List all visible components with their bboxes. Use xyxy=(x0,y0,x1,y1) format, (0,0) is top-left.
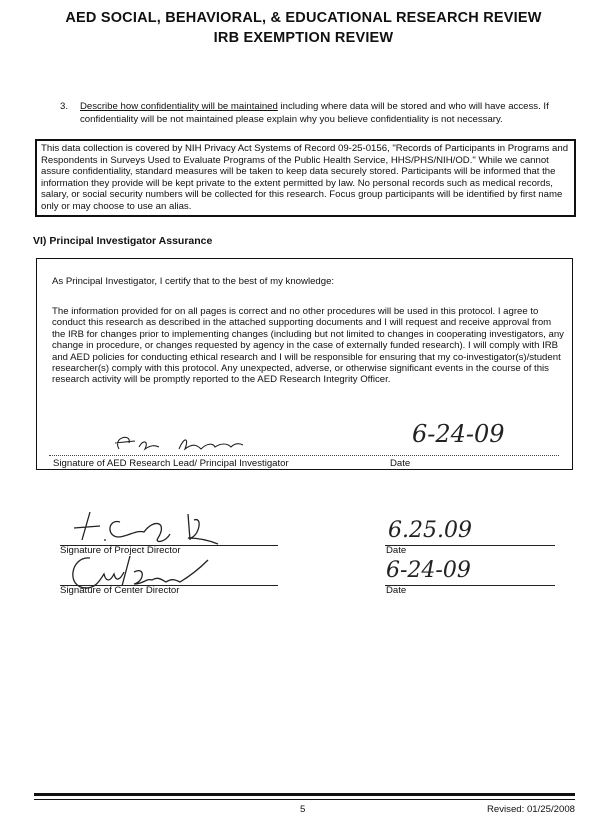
assurance-intro: As Principal Investigator, I certify that to the best of my knowledge: xyxy=(52,276,335,287)
project-director-signature xyxy=(60,500,280,548)
answer-box: This data collection is covered by NIH Privacy Act Systems of Record 09-25-0156, "Records of Participants in Programs and Respondents in Surveys Used to Evaluate Programs of the Public Health Service, HHS/PHS/NIH/OD." While we cannot assure confidentiality, standard measures will be taken to keep data securely stored. Participants will be informed that the information they provide will be kept private to the extent permitted by law. No personal records such as medical records, salary, or social security numbers will be collected for this research. Focus group participants will be identified by first name only or may choose to use an alias. xyxy=(35,139,576,217)
header-title: AED SOCIAL, BEHAVIORAL, & EDUCATIONAL RESEARCH REVIEW xyxy=(65,10,542,26)
pi-date-label: Date xyxy=(390,458,411,469)
page-number: 5 xyxy=(300,804,306,815)
pi-signature xyxy=(107,429,277,455)
assurance-body: The information provided for on all pages is correct and no other procedures will be used in this protocol. I agree to conduct this research as described in the attached supporting documents and I will request and receive approval from the IRB for changes prior to implementing changes (including but not limited to changes in cooperating investigators, any change in procedure, or changes requested by agency in the case of externally funded research). I will comply with IRB and AED policies for conducting ethical research and I will be responsible for ensuring that my co-investigator(s)/student researcher(s) comply with this protocol. Any unexpected, adverse, or otherwise significant events in the course of this research activity will be promptly reported to the AED Research Integrity Officer. xyxy=(52,306,564,386)
question-3 xyxy=(60,100,580,126)
project-director-label: Signature of Project Director xyxy=(60,545,181,556)
section-heading: VI) Principal Investigator Assurance xyxy=(33,235,213,247)
pi-date-handwritten: 6-24-09 xyxy=(412,420,505,448)
center-director-date-handwritten: 6-24-09 xyxy=(386,558,471,583)
header-subtitle: IRB EXEMPTION REVIEW xyxy=(213,30,394,46)
center-director-label: Signature of Center Director xyxy=(60,585,180,596)
revised-date: Revised: 01/25/2008 xyxy=(486,804,575,815)
footer-divider xyxy=(34,793,575,800)
question-underlined: Describe how confidentiality will be maintained xyxy=(80,101,278,112)
question-text: including where data will be stored and who will have access. If confidentiality will be not maintained please explain why you believe confidentiality is not necessary. xyxy=(80,101,549,125)
assurance-box xyxy=(36,258,573,470)
center-director-date-label: Date xyxy=(386,585,407,596)
pi-signature-label: Signature of AED Research Lead/ Principal Investigator xyxy=(53,458,289,469)
question-number: 3. xyxy=(60,101,69,112)
project-director-date-handwritten: 6.25.09 xyxy=(388,518,472,543)
project-director-date-label: Date xyxy=(386,545,407,556)
